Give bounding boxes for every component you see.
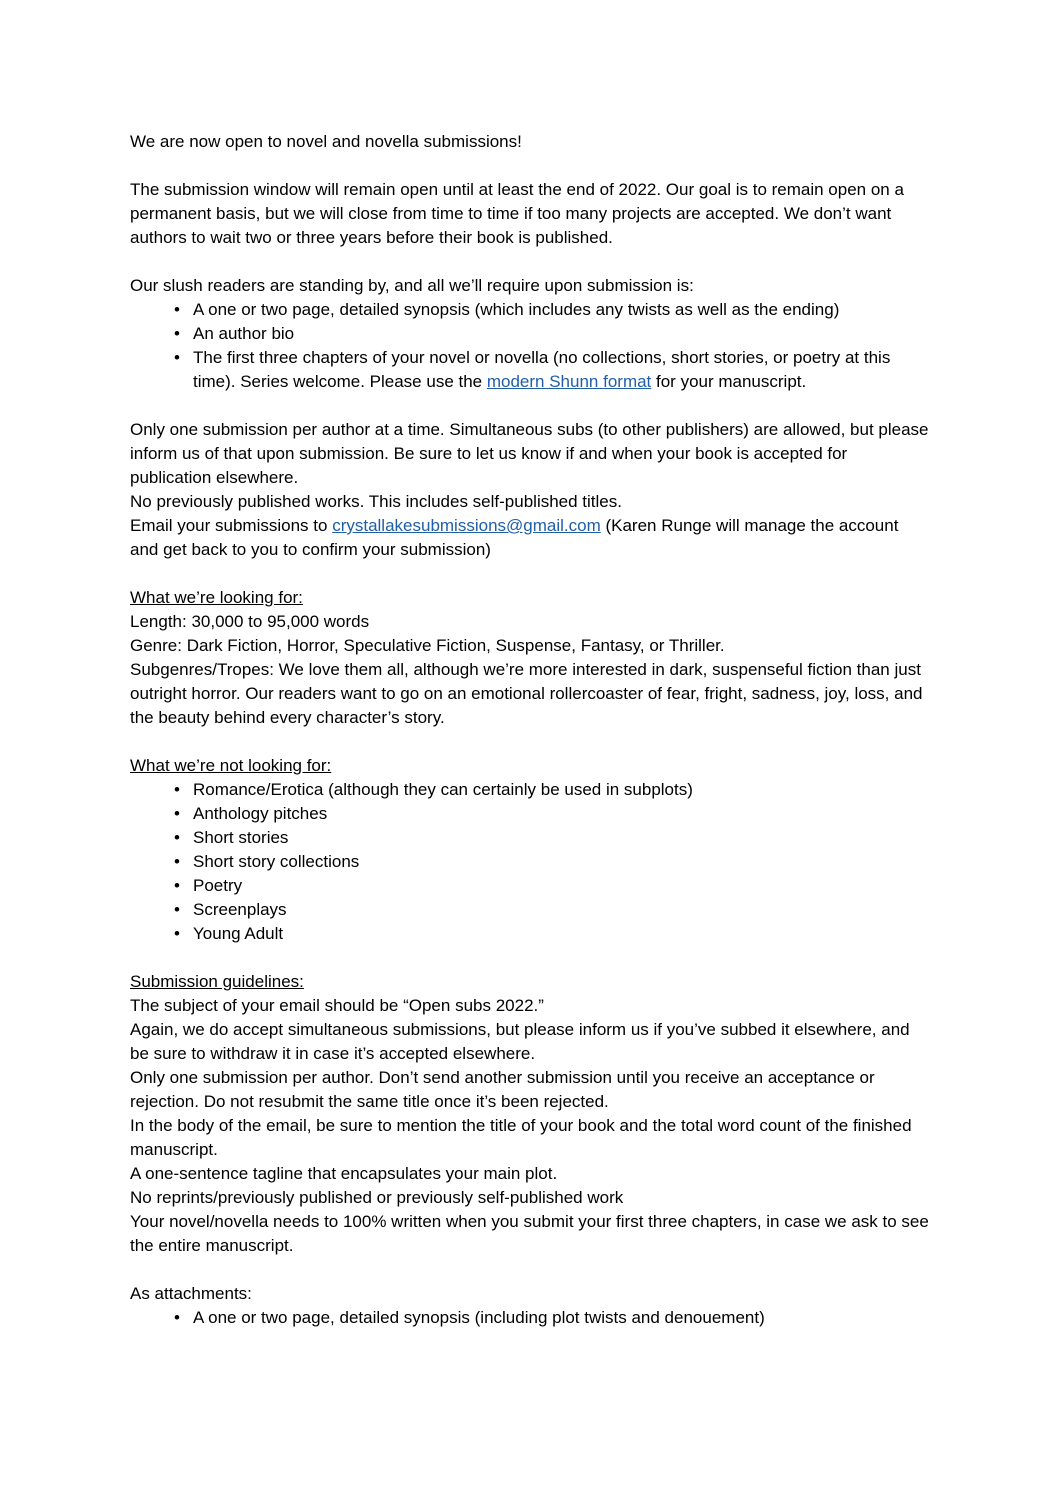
excluded-item: Anthology pitches [193, 804, 328, 823]
bullet-icon: • [174, 852, 180, 871]
window-paragraph: The submission window will remain open until at least the end of 2022. Our goal is to remain open on a permanent basis, but we will close from time to time if too many projects are accepted. We don’t want authors to wait two or three years before their book is published. [130, 180, 904, 247]
attachments-lead: As attachments: [130, 1284, 252, 1303]
not-looking-for-list [130, 778, 930, 946]
guidelines-heading: Submission guidelines: [130, 972, 304, 991]
bullet-icon: • [174, 924, 180, 943]
length-line: Length: 30,000 to 95,000 words [130, 612, 370, 631]
genre-line: Genre: Dark Fiction, Horror, Speculative Fiction, Suspense, Fantasy, or Thriller. [130, 636, 725, 655]
excluded-item: Short story collections [193, 852, 360, 871]
guideline-line: Your novel/novella needs to 100% written when you submit your first three chapters, in case we ask to see the entire manuscript. [130, 1212, 929, 1255]
bullet-icon: • [174, 324, 180, 343]
requirement-chapters: The first three chapters of your novel or novella (no collections, short stories, or poetry at this time). Series welcome. Please use the [193, 348, 891, 391]
bullet-icon: • [174, 900, 180, 919]
list-item [130, 346, 930, 394]
not-looking-for-heading: What we’re not looking for: [130, 756, 332, 775]
spacer [130, 946, 930, 970]
document-page [130, 130, 930, 1330]
guideline-line: Only one submission per author. Don’t send another submission until you receive an acceptance or rejection. Do not resubmit the same title once it’s been rejected. [130, 1068, 875, 1111]
list-item [130, 922, 930, 946]
bullet-icon: • [174, 1308, 180, 1327]
list-item [130, 1306, 930, 1330]
excluded-item: Screenplays [193, 900, 287, 919]
bullet-icon: • [174, 348, 180, 367]
list-item [130, 802, 930, 826]
list-item [130, 778, 930, 802]
email-link[interactable]: crystallakesubmissions@gmail.com [332, 516, 601, 535]
email-note: (Karen Runge will manage the account and get back to you to confirm your submission) [130, 516, 899, 559]
spacer [130, 154, 930, 178]
requirements-list [130, 298, 930, 394]
no-reprints-line: No previously published works. This includes self-published titles. [130, 492, 622, 511]
guideline-line: The subject of your email should be “Open subs 2022.” [130, 996, 544, 1015]
shunn-format-link[interactable]: modern Shunn format [486, 372, 652, 391]
list-item [130, 826, 930, 850]
attachments-list [130, 1306, 930, 1330]
email-instructions [130, 514, 930, 562]
open-announcement: We are now open to novel and novella submissions! [130, 132, 522, 151]
bullet-icon: • [174, 300, 180, 319]
guideline-line: A one-sentence tagline that encapsulates your main plot. [130, 1164, 558, 1183]
guideline-line: Again, we do accept simultaneous submissions, but please inform us if you’ve subbed it elsewhere, and be sure to withdraw it in case it’s accepted elsewhere. [130, 1020, 910, 1063]
requirement-chapters-end: for your manuscript. [651, 372, 807, 391]
requirement-bio: An author bio [193, 324, 295, 343]
requirement-synopsis: A one or two page, detailed synopsis (which includes any twists as well as the ending) [193, 300, 840, 319]
spacer [130, 394, 930, 418]
excluded-item: Young Adult [193, 924, 284, 943]
spacer [130, 562, 930, 586]
excluded-item: Short stories [193, 828, 289, 847]
spacer [130, 250, 930, 274]
looking-for-heading: What we’re looking for: [130, 588, 303, 607]
guideline-line: In the body of the email, be sure to mention the title of your book and the total word count of the finished manuscript. [130, 1116, 912, 1159]
excluded-item: Romance/Erotica (although they can certainly be used in subplots) [193, 780, 693, 799]
requirements-lead: Our slush readers are standing by, and all we’ll require upon submission is: [130, 276, 694, 295]
bullet-icon: • [174, 780, 180, 799]
guideline-line: No reprints/previously published or previously self-published work [130, 1188, 624, 1207]
spacer [130, 730, 930, 754]
excluded-item: Poetry [193, 876, 243, 895]
bullet-icon: • [174, 828, 180, 847]
list-item [130, 322, 930, 346]
list-item [130, 874, 930, 898]
bullet-icon: • [174, 876, 180, 895]
list-item [130, 850, 930, 874]
attachment-item: A one or two page, detailed synopsis (including plot twists and denouement) [193, 1308, 765, 1327]
bullet-icon: • [174, 804, 180, 823]
policy-paragraph: Only one submission per author at a time. Simultaneous subs (to other publishers) are allowed, but please inform us of that upon submission. Be sure to let us know if and when your book is accepted for publication elsewhere. [130, 420, 929, 487]
list-item [130, 898, 930, 922]
subgenres-paragraph: Subgenres/Tropes: We love them all, although we’re more interested in dark, suspenseful fiction than just outright horror. Our readers want to go on an emotional rollercoaster of fear, fright, sadness, joy, loss, and the beauty behind every character’s story. [130, 660, 923, 727]
list-item [130, 298, 930, 322]
spacer [130, 1258, 930, 1282]
email-lead: Email your submissions to [130, 516, 333, 535]
